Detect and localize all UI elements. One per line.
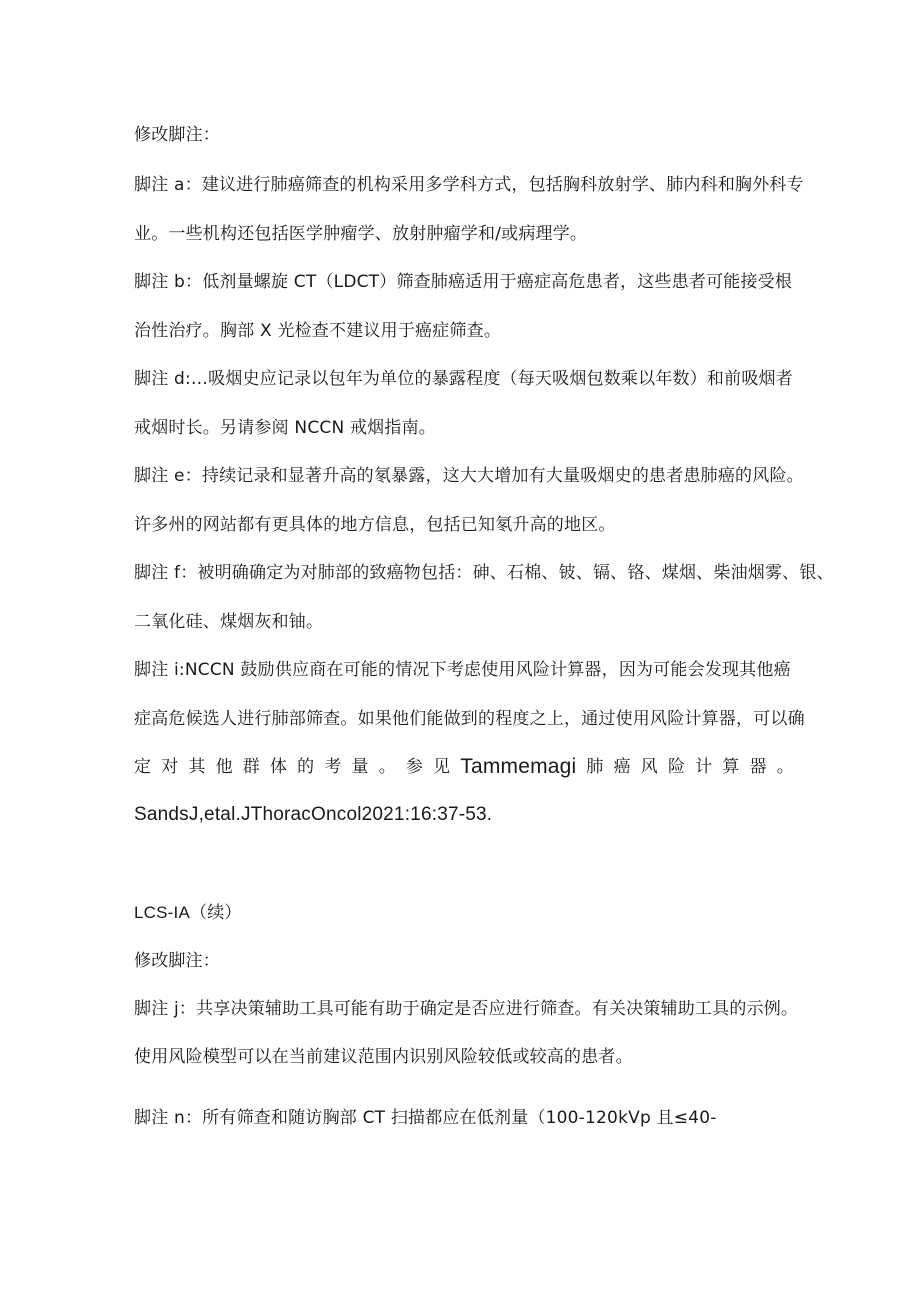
word: 体 <box>269 757 288 777</box>
footnote-a-line2: 业。一些机构还包括医学肿瘤学、放射肿瘤学和/或病理学。 <box>134 224 588 244</box>
word: Tammemagi <box>460 755 577 778</box>
footnote-j-line1: 脚注 j：共享决策辅助工具可能有助于确定是否应进行筛查。有关决策辅助工具的示例。 <box>134 999 799 1019</box>
word: 其 <box>188 757 206 777</box>
footnote-i-line1: 脚注 i:NCCN 鼓励供应商在可能的情况下考虑使用风险计算器，因为可能会发现其他癌 <box>134 660 791 680</box>
footnote-d-line2: 戒烟时长。另请参阅 NCCN 戒烟指南。 <box>134 418 436 438</box>
word: 参 <box>405 757 424 777</box>
word: 器 <box>749 757 767 777</box>
section-heading: LCS-IA（续） <box>134 903 242 922</box>
word: 。 <box>776 757 794 777</box>
footnote-i-line3 <box>134 756 794 778</box>
footnote-f-line1: 脚注 f：被明确确定为对肺部的致癌物包括：砷、石棉、铍、镉、铬、煤烟、柴油烟雾、银、 <box>134 563 834 583</box>
footnote-b-line1: 脚注 b：低剂量螺旋 CT（LDCT）筛查肺癌适用于癌症高危患者，这些患者可能接受根 <box>134 272 793 292</box>
word: 考 <box>324 757 342 777</box>
word: 风 <box>640 757 658 777</box>
footnote-e-line1: 脚注 e：持续记录和显著升高的氡暴露，这大大增加有大量吸烟史的患者患肺癌的风险。 <box>134 466 804 486</box>
footnote-a-line1: 脚注 a：建议进行肺癌筛查的机构采用多学科方式，包括胸科放射学、肺内科和胸外科专 <box>134 175 804 195</box>
word: 算 <box>722 757 740 777</box>
word: 他 <box>215 757 233 777</box>
footnote-f-line2: 二氧化硅、煤烟灰和铀。 <box>134 612 324 632</box>
word: 群 <box>242 757 260 777</box>
footnote-j-line2: 使用风险模型可以在当前建议范围内识别风险较低或较高的患者。 <box>134 1047 633 1067</box>
word: 定 <box>134 757 152 777</box>
footnote-e-line2: 许多州的网站都有更具体的地方信息，包括已知氡升高的地区。 <box>134 515 616 535</box>
word: 险 <box>667 757 686 777</box>
footnote-n-line1: 脚注 n：所有筛查和随访胸部 CT 扫描都应在低剂量（100-120kVp 且≤40- <box>134 1108 717 1128</box>
word: 量 <box>351 757 369 777</box>
footnote-i-line2: 症高危候选人进行肺部筛查。如果他们能做到的程度之上，通过使用风险计算器，可以确 <box>134 709 805 729</box>
word: 癌 <box>613 757 631 777</box>
footnote-i-citation: SandsJ,etal.JThoracOncol2021:16:37-53. <box>134 804 493 825</box>
word: 。 <box>378 757 396 777</box>
word: 的 <box>297 757 315 777</box>
section-label: 修改脚注： <box>134 125 220 145</box>
word: 见 <box>433 757 451 777</box>
word: 计 <box>695 757 713 777</box>
section-label: 修改脚注： <box>134 951 220 971</box>
word: 肺 <box>586 757 604 777</box>
footnote-b-line2: 治性治疗。胸部 X 光检查不建议用于癌症筛查。 <box>134 321 502 341</box>
word: 对 <box>161 757 179 777</box>
footnote-d-line1: 脚注 d:…吸烟史应记录以包年为单位的暴露程度（每天吸烟包数乘以年数）和前吸烟者 <box>134 369 793 389</box>
